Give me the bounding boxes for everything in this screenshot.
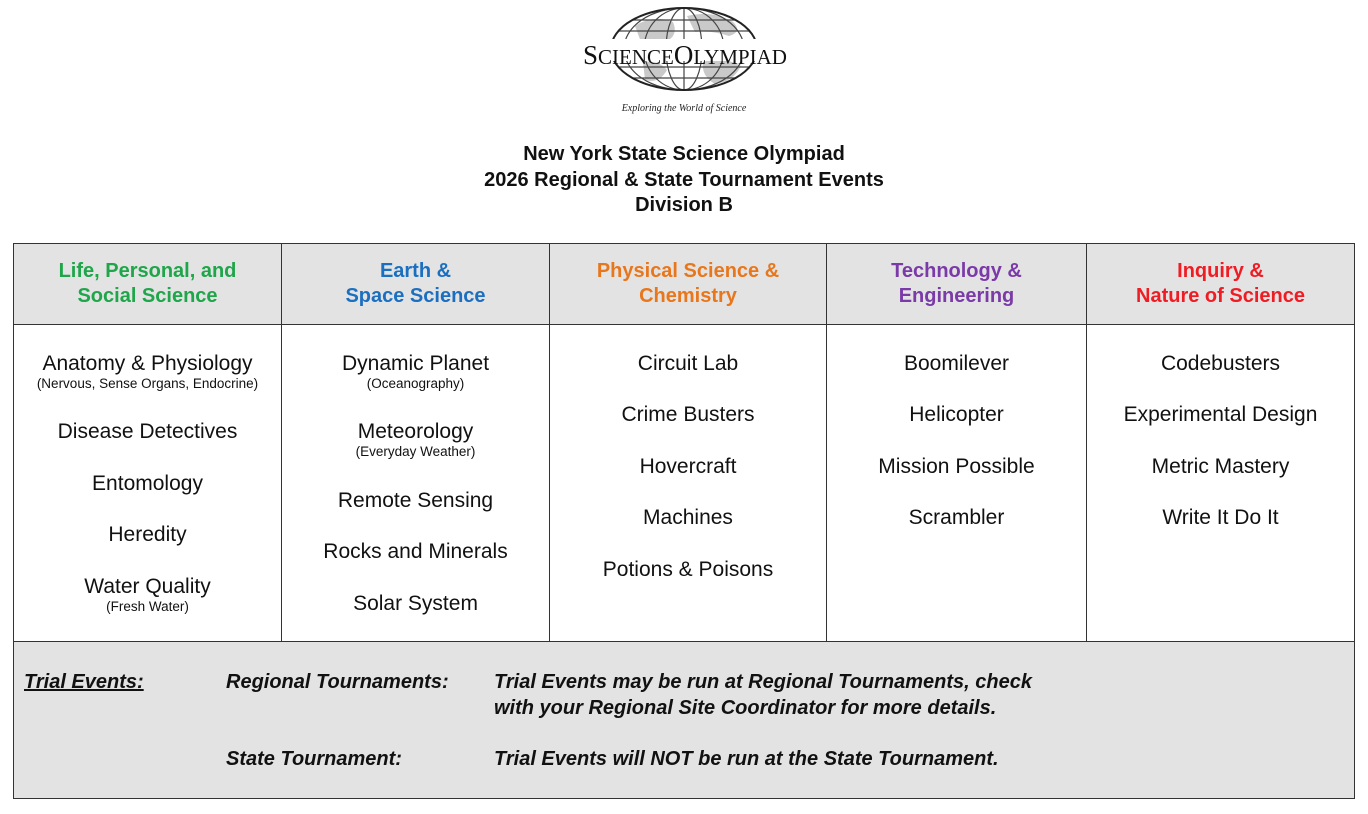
event-crime-busters: Crime Busters <box>621 403 755 426</box>
event-solar-system: Solar System <box>353 592 478 615</box>
logo-tagline: Exploring the World of Science <box>621 103 747 114</box>
event-list-inquiry-nature <box>1087 325 1354 642</box>
category-heading-technology-engineering: Technology & Engineering <box>891 260 1022 307</box>
category-heading-earth-space: Earth & Space Science <box>345 260 486 307</box>
event-rocks-and-minerals: Rocks and Minerals <box>323 540 508 563</box>
event-metric-mastery: Metric Mastery <box>1151 455 1290 478</box>
trial-events-label: Trial Events: <box>24 671 144 693</box>
event-remote-sensing: Remote Sensing <box>337 489 494 512</box>
event-machines: Machines <box>643 506 733 529</box>
science-olympiad-logo <box>583 6 785 118</box>
event-disease-detectives: Disease Detectives <box>57 420 238 443</box>
event-potions-poisons: Potions & Poisons <box>602 558 774 581</box>
event-water-quality: Water Quality (Fresh Water) <box>84 575 211 614</box>
event-entomology: Entomology <box>92 472 203 495</box>
title-line-division: Division B <box>635 194 733 216</box>
event-mission-possible: Mission Possible <box>878 455 1035 478</box>
event-list-earth-space <box>282 325 549 642</box>
title-line-organization: New York State Science Olympiad <box>523 143 845 165</box>
title-line-tournament: 2026 Regional & State Tournament Events <box>484 168 884 191</box>
event-write-it-do-it: Write It Do It <box>1162 506 1279 529</box>
state-tournament-label: State Tournament: <box>226 748 402 770</box>
event-list-life-personal-social <box>14 325 281 642</box>
logo-wordmark: SCIENCEOLYMPIAD <box>583 40 787 70</box>
event-list-technology-engineering <box>827 325 1086 642</box>
state-trial-note: Trial Events will NOT be run at the State Tournament. <box>494 748 999 770</box>
event-dynamic-planet: Dynamic Planet (Oceanography) <box>341 352 490 391</box>
document-title <box>0 142 1368 219</box>
event-circuit-lab: Circuit Lab <box>637 352 739 375</box>
event-helicopter: Helicopter <box>909 403 1004 426</box>
category-heading-inquiry-nature: Inquiry & Nature of Science <box>1136 260 1305 307</box>
event-heredity: Heredity <box>108 523 187 546</box>
regional-trial-note-line2: with your Regional Site Coordinator for more details. <box>494 697 997 719</box>
category-heading-physical-chemistry: Physical Science & Chemistry <box>596 260 780 307</box>
event-experimental-design: Experimental Design <box>1123 403 1318 426</box>
event-boomilever: Boomilever <box>903 352 1010 375</box>
event-codebusters: Codebusters <box>1160 352 1281 375</box>
regional-tournaments-label: Regional Tournaments: <box>226 671 449 693</box>
event-anatomy-physiology: Anatomy & Physiology (Nervous, Sense Organs, Endocrine) <box>36 352 259 391</box>
events-table <box>13 243 1355 799</box>
event-list-physical-chemistry <box>550 325 826 642</box>
category-heading-life-personal-social: Life, Personal, and Social Science <box>58 260 237 307</box>
trial-events-section <box>14 642 1354 798</box>
regional-trial-note-line1: Trial Events may be run at Regional Tournaments, check <box>494 671 1032 693</box>
event-hovercraft: Hovercraft <box>639 455 737 478</box>
event-meteorology: Meteorology (Everyday Weather) <box>355 420 476 459</box>
event-scrambler: Scrambler <box>908 506 1005 529</box>
